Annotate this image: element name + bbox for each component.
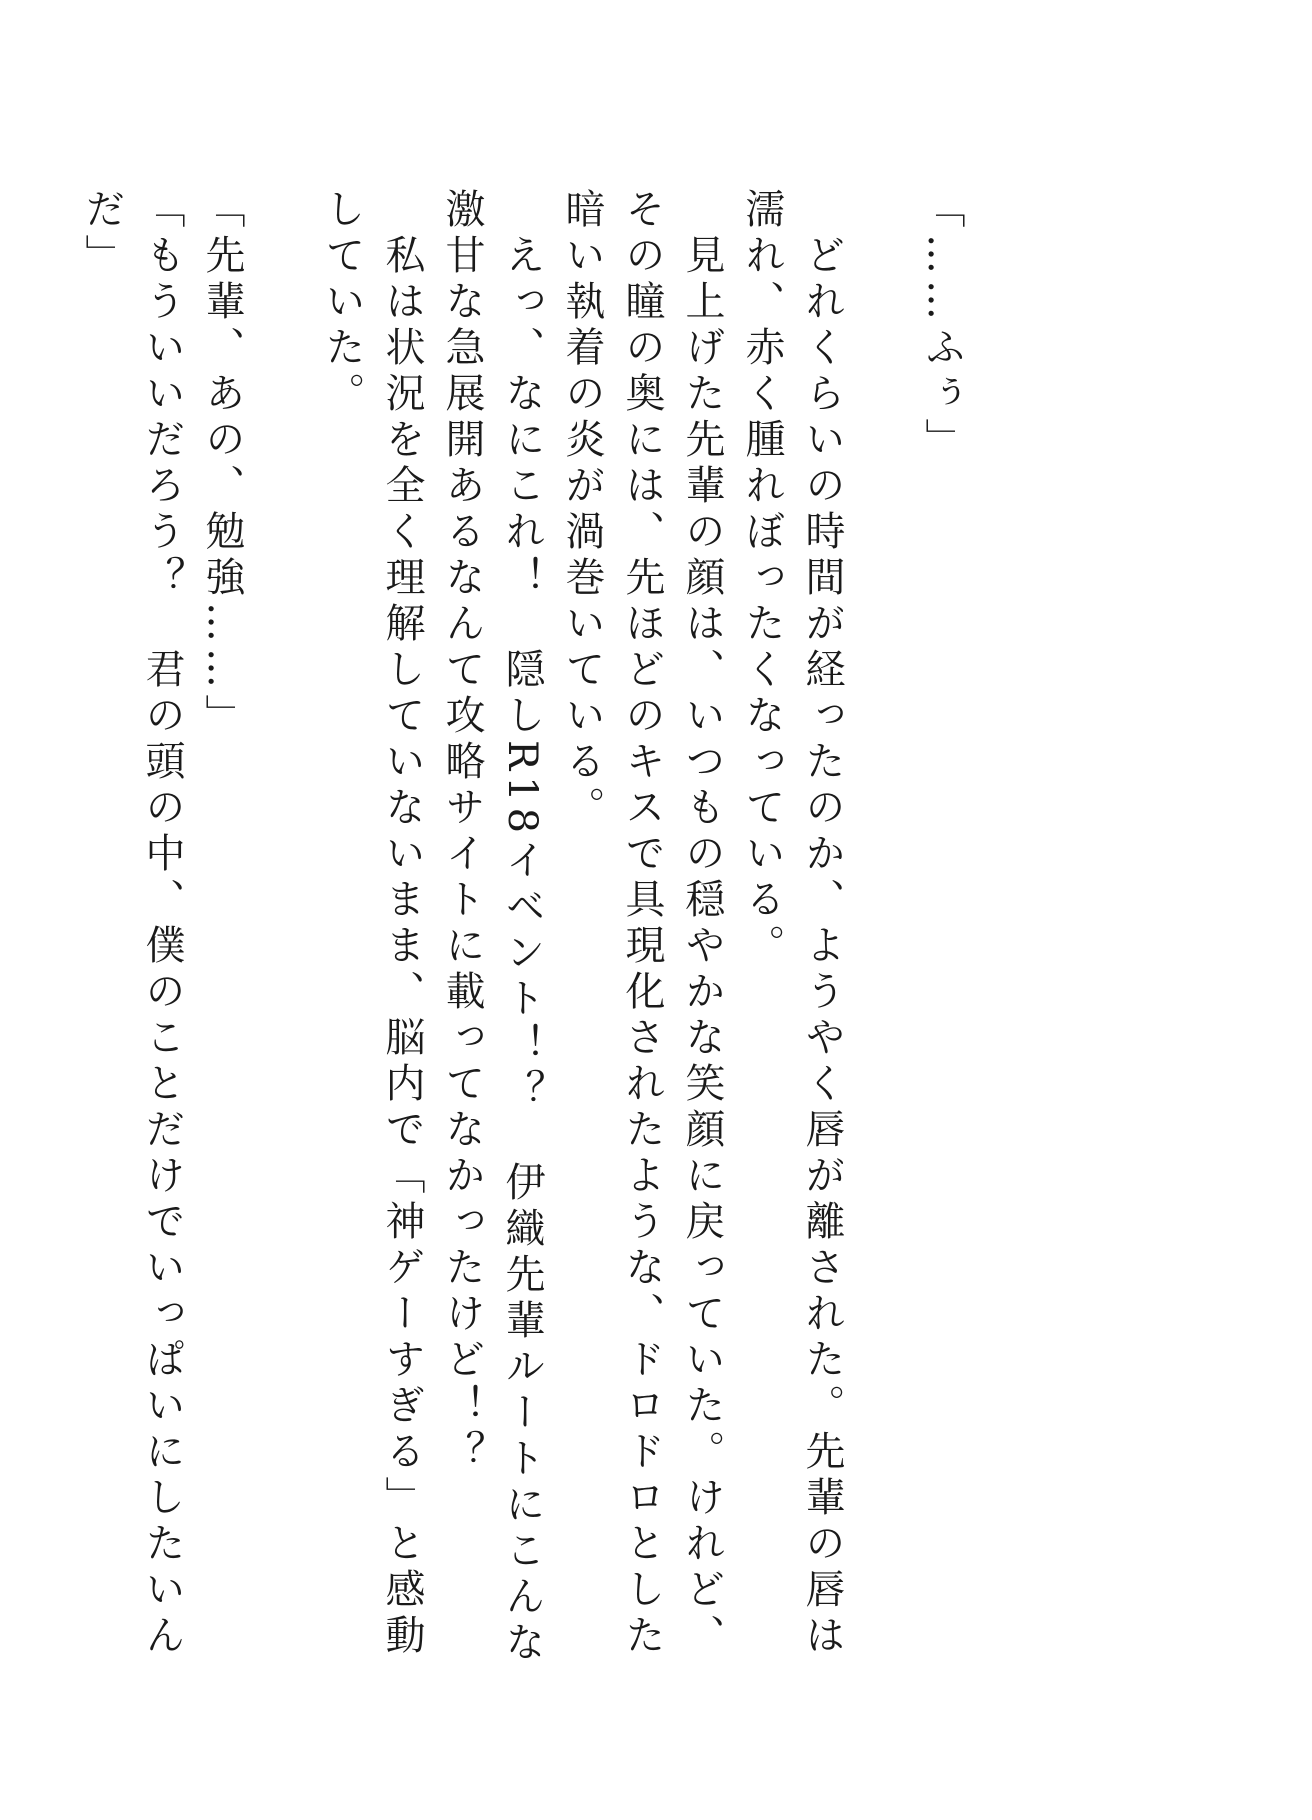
- narration-paragraph: えっ、なにこれ！ 隠しR18イベント！？ 伊織先輩ルートにこんな激甘な急展開あるなんて攻略サイトに載ってなかったけど！？: [439, 188, 545, 1668]
- blank-line: [852, 188, 912, 1668]
- narration-paragraph: どれくらいの時間が経ったのか、ようやく唇が離された。先輩の唇は濡れ、赤く腫れぼったくなっている。: [739, 188, 845, 1660]
- dialogue-sigh: 「……ふぅ」: [919, 188, 965, 464]
- narration-paragraph: 見上げた先輩の顔は、いつもの穏やかな笑顔に戻っていた。けれど、その瞳の奥には、先ほどのキスで具現化されたような、ドロドロとした暗い執着の炎が渦巻いている。: [559, 188, 725, 1660]
- dialogue-line: 「もういいだろう？ 君の頭の中、僕のことだけでいっぱいにしたいんだ」: [79, 188, 185, 1660]
- blank-line: [252, 188, 312, 1668]
- vertical-text-body: [72, 188, 972, 1668]
- dialogue-line: 「先輩、あの、勉強……」: [199, 188, 245, 740]
- narration-paragraph: 私は状況を全く理解していないまま、脳内で「神ゲーすぎる」と感動していた。: [319, 188, 425, 1660]
